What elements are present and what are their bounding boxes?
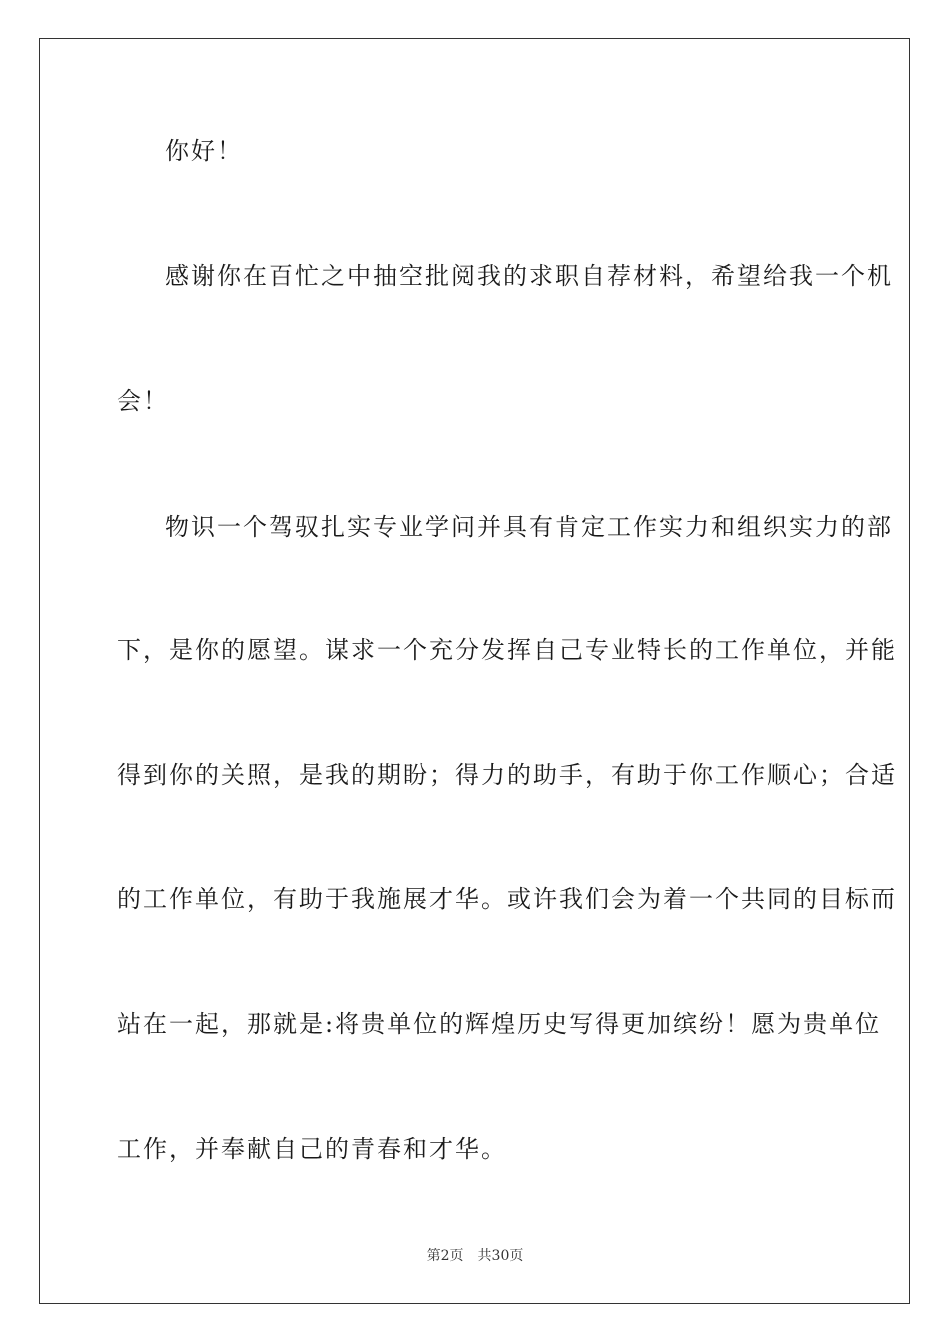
page-footer	[0, 1247, 950, 1265]
paragraph-line: 感谢你在百忙之中抽空批阅我的求职自荐材料，希望给我一个机	[165, 262, 893, 290]
page-number: 第2页	[426, 1248, 464, 1264]
paragraph-line: 站在一起，那就是:将贵单位的辉煌历史写得更加缤纷！愿为贵单位	[117, 1010, 882, 1038]
paragraph-line: 会！	[117, 387, 169, 415]
paragraph-line: 得到你的关照，是我的期盼；得力的助手，有助于你工作顺心；合适	[117, 761, 897, 789]
page-total: 共30页	[477, 1248, 524, 1264]
greeting-line: 你好！	[165, 137, 243, 165]
page-border	[39, 38, 910, 1304]
paragraph-line: 的工作单位，有助于我施展才华。或许我们会为着一个共同的目标而	[117, 885, 897, 913]
paragraph-line: 下，是你的愿望。谋求一个充分发挥自己专业特长的工作单位，并能	[117, 636, 897, 664]
paragraph-line: 工作，并奉献自己的青春和才华。	[117, 1135, 507, 1163]
paragraph-line: 物识一个驾驭扎实专业学问并具有肯定工作实力和组织实力的部	[165, 513, 893, 541]
